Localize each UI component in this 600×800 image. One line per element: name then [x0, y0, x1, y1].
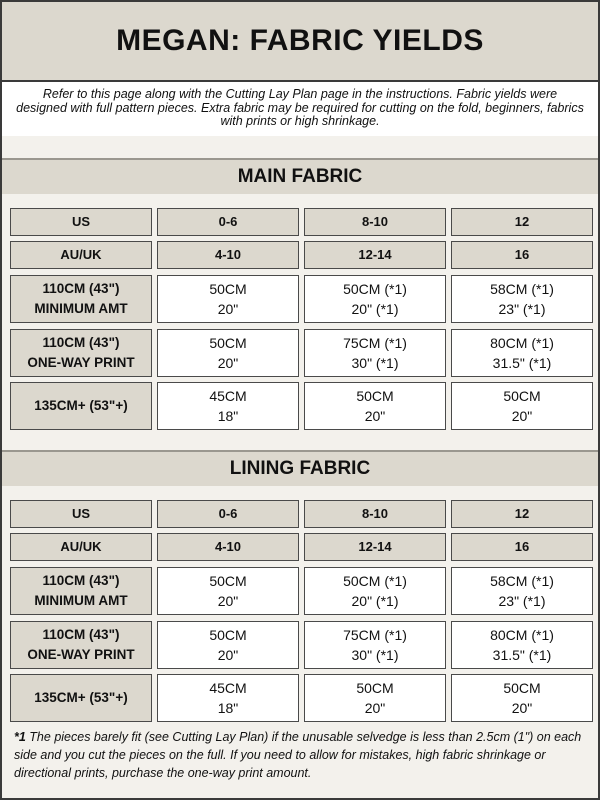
row-label-line2: ONE-WAY PRINT — [27, 355, 135, 370]
us-size-cell — [451, 208, 593, 236]
yield-metric: 58CM (*1) — [490, 573, 554, 589]
yield-value-cell — [157, 567, 299, 615]
row-label-line1: 110CM (43") — [42, 281, 120, 296]
yield-metric: 80CM (*1) — [490, 335, 554, 351]
yield-value-cell — [451, 329, 593, 377]
yield-value-cell — [304, 567, 446, 615]
yield-imperial: 23" (*1) — [498, 301, 546, 317]
row-label-line2: MINIMUM AMT — [34, 593, 128, 608]
lining-fabric-table — [2, 486, 598, 724]
yield-value-cell — [451, 275, 593, 323]
auuk-size-cell — [451, 533, 593, 561]
yield-metric: 58CM (*1) — [490, 281, 554, 297]
auuk-size-text: 4-10 — [214, 247, 242, 262]
yield-metric: 50CM — [503, 680, 541, 696]
yield-metric: 50CM — [503, 388, 541, 404]
us-size-text: 12 — [514, 214, 530, 229]
yield-value-cell — [157, 674, 299, 722]
auuk-size-cell — [304, 241, 446, 269]
yield-imperial: 20" — [511, 700, 533, 716]
yield-value-cell — [304, 621, 446, 669]
yield-value-cell — [451, 567, 593, 615]
yield-metric: 50CM (*1) — [343, 573, 407, 589]
yield-row-label — [10, 382, 152, 430]
row-label-line1: 135CM+ (53"+) — [34, 690, 128, 705]
us-size-cell — [304, 500, 446, 528]
yield-value-cell — [451, 621, 593, 669]
auuk-label-text: AU/UK — [60, 539, 102, 554]
yield-value-cell — [304, 329, 446, 377]
row-label-line1: 110CM (43") — [42, 335, 120, 350]
yield-imperial: 18" — [217, 700, 239, 716]
yield-imperial: 20" — [364, 700, 386, 716]
yield-value-cell — [451, 382, 593, 430]
yield-imperial: 30" (*1) — [351, 647, 399, 663]
us-size-text: 0-6 — [218, 506, 238, 521]
auuk-size-text: 4-10 — [214, 539, 242, 554]
yield-metric: 50CM — [209, 281, 247, 297]
yield-row-label — [10, 674, 152, 722]
yield-imperial: 20" — [217, 355, 239, 371]
yield-row-label — [10, 567, 152, 615]
yield-imperial: 20" — [511, 408, 533, 424]
yield-value-cell — [451, 674, 593, 722]
yield-row-label — [10, 621, 152, 669]
yield-metric: 50CM — [209, 335, 247, 351]
intro-text: Refer to this page along with the Cutting Lay Plan page in the instructions. Fabric yields were designed with full pattern pieces. Extra fabric may be required for cutting on the fold, beginners, fabrics with prints or high shrinkage. — [2, 82, 598, 136]
yield-imperial: 20" — [217, 301, 239, 317]
yield-value-cell — [304, 275, 446, 323]
footnote-marker: *1 — [14, 730, 26, 744]
title-box — [2, 2, 598, 82]
yield-imperial: 20" — [217, 647, 239, 663]
us-label — [10, 208, 152, 236]
yield-imperial: 30" (*1) — [351, 355, 399, 371]
auuk-size-text: 16 — [514, 539, 530, 554]
footnote — [2, 728, 598, 782]
row-label-line2: MINIMUM AMT — [34, 301, 128, 316]
yield-imperial: 20" (*1) — [351, 301, 399, 317]
yield-value-cell — [157, 382, 299, 430]
auuk-size-text: 16 — [514, 247, 530, 262]
yield-metric: 45CM — [209, 388, 247, 404]
main-fabric-table — [2, 194, 598, 432]
lining-fabric-heading: LINING FABRIC — [2, 450, 598, 488]
yield-row-label — [10, 329, 152, 377]
us-size-cell — [157, 500, 299, 528]
row-label-line2: ONE-WAY PRINT — [27, 647, 135, 662]
yield-imperial: 18" — [217, 408, 239, 424]
auuk-label — [10, 533, 152, 561]
us-size-text: 8-10 — [361, 214, 389, 229]
yield-metric: 50CM — [209, 573, 247, 589]
auuk-size-text: 12-14 — [358, 247, 392, 262]
auuk-label — [10, 241, 152, 269]
us-label-text: US — [71, 506, 91, 521]
yield-metric: 75CM (*1) — [343, 335, 407, 351]
yield-metric: 80CM (*1) — [490, 627, 554, 643]
us-size-cell — [157, 208, 299, 236]
yield-row-label — [10, 275, 152, 323]
yield-metric: 50CM — [356, 680, 394, 696]
row-label-line1: 135CM+ (53"+) — [34, 398, 128, 413]
yield-imperial: 20" — [364, 408, 386, 424]
yield-value-cell — [157, 621, 299, 669]
yield-value-cell — [304, 674, 446, 722]
auuk-size-cell — [304, 533, 446, 561]
main-fabric-heading: MAIN FABRIC — [2, 158, 598, 196]
yield-imperial: 31.5" (*1) — [492, 647, 552, 663]
yield-metric: 50CM — [209, 627, 247, 643]
yield-value-cell — [157, 329, 299, 377]
us-label — [10, 500, 152, 528]
us-size-cell — [304, 208, 446, 236]
us-label-text: US — [71, 214, 91, 229]
yield-metric: 50CM (*1) — [343, 281, 407, 297]
yield-metric: 45CM — [209, 680, 247, 696]
us-size-cell — [451, 500, 593, 528]
auuk-size-cell — [157, 533, 299, 561]
footnote-text: The pieces barely fit (see Cutting Lay Plan) if the unusable selvedge is less than 2.5cm (1") on each side and you cut the pieces on the full. If you need to allow for mistakes, high fabric shrinkage or directional prints, purchase the one-way print amount. — [14, 730, 582, 780]
yield-imperial: 31.5" (*1) — [492, 355, 552, 371]
auuk-size-cell — [451, 241, 593, 269]
yield-metric: 50CM — [356, 388, 394, 404]
us-size-text: 8-10 — [361, 506, 389, 521]
auuk-size-text: 12-14 — [358, 539, 392, 554]
yield-value-cell — [157, 275, 299, 323]
yield-imperial: 20" — [217, 593, 239, 609]
row-label-line1: 110CM (43") — [42, 627, 120, 642]
auuk-label-text: AU/UK — [60, 247, 102, 262]
yield-imperial: 23" (*1) — [498, 593, 546, 609]
auuk-size-cell — [157, 241, 299, 269]
row-label-line1: 110CM (43") — [42, 573, 120, 588]
us-size-text: 0-6 — [218, 214, 238, 229]
yield-value-cell — [304, 382, 446, 430]
page-title: MEGAN: FABRIC YIELDS — [116, 24, 484, 57]
yield-imperial: 20" (*1) — [351, 593, 399, 609]
us-size-text: 12 — [514, 506, 530, 521]
yield-metric: 75CM (*1) — [343, 627, 407, 643]
